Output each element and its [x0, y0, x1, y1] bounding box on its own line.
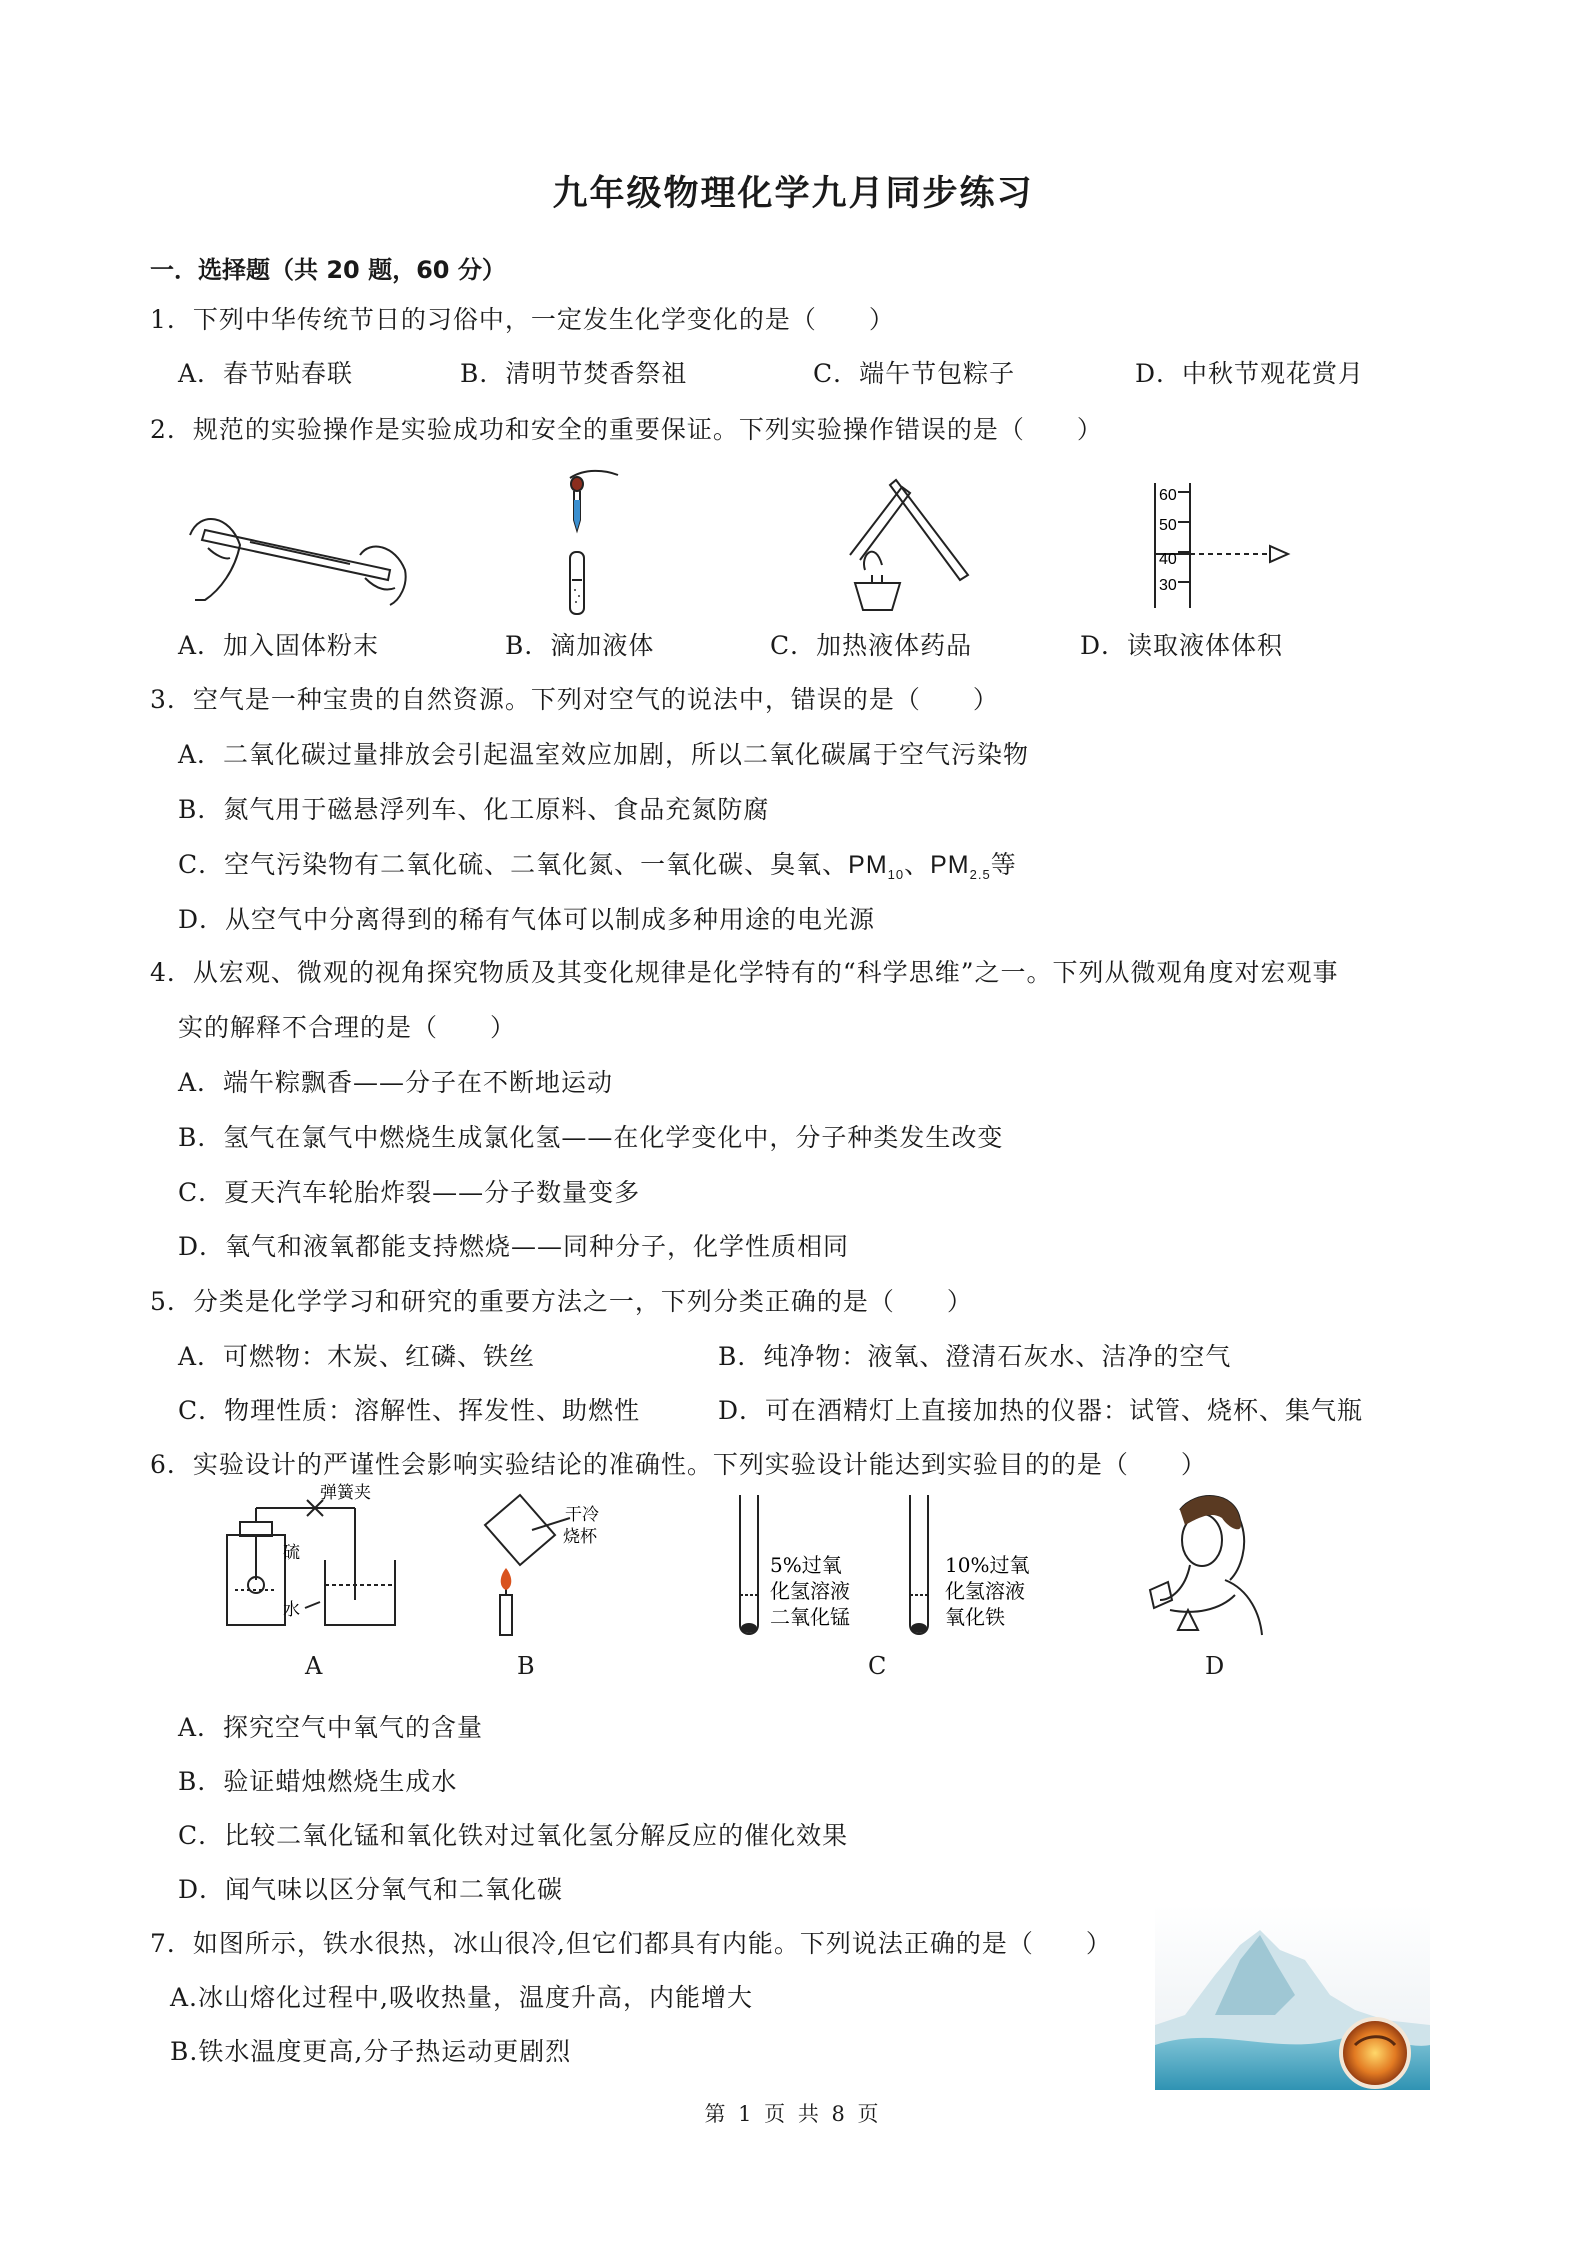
sulfur-label: 硫 — [283, 1543, 300, 1563]
q2-option-d: D．读取液体体积 — [1080, 631, 1284, 660]
scale-30: 30 — [1159, 577, 1177, 594]
q1-option-b: B．清明节焚香祭祖 — [460, 359, 688, 388]
q1-option-a: A．春节贴春联 — [178, 359, 354, 388]
q3-option-b: B．氮气用于磁悬浮列车、化工原料、食品充氮防腐 — [178, 795, 770, 824]
q6-option-d: D．闻气味以区分氧气和二氧化碳 — [178, 1875, 564, 1904]
oxygen-content-apparatus-figure — [215, 1483, 425, 1640]
tube1-label-line1: 5%过氧 — [770, 1553, 842, 1577]
q2-option-b: B．滴加液体 — [505, 631, 655, 660]
tube2-label-line2: 化氢溶液 — [945, 1579, 1025, 1603]
q5-option-c: C．物理性质：溶解性、挥发性、助燃性 — [178, 1396, 641, 1425]
tube1-label-line3: 二氧化锰 — [770, 1605, 850, 1629]
question-3-stem: 3．空气是一种宝贵的自然资源。下列对空气的说法中，错误的是（ ） — [150, 685, 999, 714]
q3-option-a: A．二氧化碳过量排放会引起温室效应加剧，所以二氧化碳属于空气污染物 — [178, 740, 1030, 769]
q6-figure-caption-a: A — [305, 1652, 323, 1680]
q1-option-c: C．端午节包粽子 — [813, 359, 1016, 388]
question-2-stem: 2．规范的实验操作是实验成功和安全的重要保证。下列实验操作错误的是（ ） — [150, 415, 1103, 444]
q6-option-a: A．探究空气中氧气的含量 — [178, 1713, 484, 1742]
tube1-label-line2: 化氢溶液 — [770, 1579, 850, 1603]
page-footer: 第 1 页 共 8 页 — [704, 2102, 882, 2126]
graduated-cylinder-figure — [1150, 478, 1300, 613]
question-7-stem: 7．如图所示，铁水很热，冰山很冷,但它们都具有内能。下列说法正确的是（ ） — [150, 1929, 1112, 1958]
dry-cold-label: 干冷 — [565, 1505, 599, 1525]
dropper-figure — [560, 470, 620, 620]
q4-option-a: A．端午粽飘香——分子在不断地运动 — [178, 1068, 614, 1097]
q3-option-d: D．从空气中分离得到的稀有气体可以制成多种用途的电光源 — [178, 905, 876, 934]
beaker-label: 烧杯 — [563, 1527, 597, 1547]
q1-option-d: D．中秋节观花赏月 — [1135, 359, 1365, 388]
scale-40: 40 — [1159, 551, 1177, 568]
scale-50: 50 — [1159, 517, 1177, 534]
q4-option-b: B．氢气在氯气中燃烧生成氯化氢——在化学变化中，分子种类发生改变 — [178, 1123, 1004, 1152]
q6-figure-caption-b: B — [517, 1652, 535, 1680]
q4-option-d: D．氧气和液氧都能支持燃烧——同种分子，化学性质相同 — [178, 1232, 850, 1261]
smelling-gas-figure — [1140, 1490, 1270, 1640]
q2-option-a: A．加入固体粉末 — [178, 631, 380, 660]
dry-cold-beaker-figure — [480, 1490, 620, 1640]
question-4-stem-line1: 4．从宏观、微观的视角探究物质及其变化规律是化学特有的“科学思维”之一。下列从微观角度对宏观事 — [150, 958, 1339, 987]
page-title: 九年级物理化学九月同步练习 — [552, 174, 1034, 214]
tube2-label-line3: 氧化铁 — [945, 1605, 1005, 1629]
spring-clip-label: 弹簧夹 — [320, 1483, 371, 1503]
q6-figure-caption-c: C — [868, 1652, 887, 1680]
tube2-label-line1: 10%过氧 — [945, 1553, 1030, 1577]
q6-option-b: B．验证蜡烛燃烧生成水 — [178, 1767, 458, 1796]
test-tube-powder-figure — [190, 500, 410, 610]
q7-option-b: B.铁水温度更高,分子热运动更剧烈 — [170, 2037, 572, 2066]
question-5-stem: 5．分类是化学学习和研究的重要方法之一，下列分类正确的是（ ） — [150, 1287, 973, 1316]
scale-60: 60 — [1159, 487, 1177, 504]
q6-figure-caption-d: D — [1205, 1652, 1225, 1680]
q5-option-a: A．可燃物：木炭、红磷、铁丝 — [178, 1342, 536, 1371]
water-label: 水 — [283, 1600, 300, 1620]
q2-option-c: C．加热液体药品 — [770, 631, 973, 660]
question-6-stem: 6．实验设计的严谨性会影响实验结论的准确性。下列实验设计能达到实验目的的是（ ） — [150, 1450, 1207, 1479]
q7-option-a: A.冰山熔化过程中,吸收热量，温度升高，内能增大 — [170, 1983, 753, 2012]
q5-option-d: D．可在酒精灯上直接加热的仪器：试管、烧杯、集气瓶 — [718, 1396, 1364, 1425]
q6-option-c: C．比较二氧化锰和氧化铁对过氧化氢分解反应的催化效果 — [178, 1821, 849, 1850]
heating-liquid-figure — [830, 475, 980, 620]
q5-option-b: B．纯净物：液氧、澄清石灰水、洁净的空气 — [718, 1342, 1232, 1371]
q4-option-c: C．夏天汽车轮胎炸裂——分子数量变多 — [178, 1178, 641, 1207]
question-4-stem-line2: 实的解释不合理的是（ ） — [178, 1013, 517, 1042]
q3-option-c: C．空气污染物有二氧化硫、二氧化氮、一氧化碳、臭氧、$PM_{10}$、$PM_{2.5}$等 — [178, 850, 1017, 882]
catalyst-comparison-figure — [730, 1495, 1060, 1645]
question-1-stem: 1．下列中华传统节日的习俗中，一定发生化学变化的是（ ） — [150, 305, 895, 334]
section-heading: 一．选择题（共 20 题，60 分） — [150, 256, 506, 284]
iceberg-molten-iron-photo — [1155, 1905, 1430, 2090]
